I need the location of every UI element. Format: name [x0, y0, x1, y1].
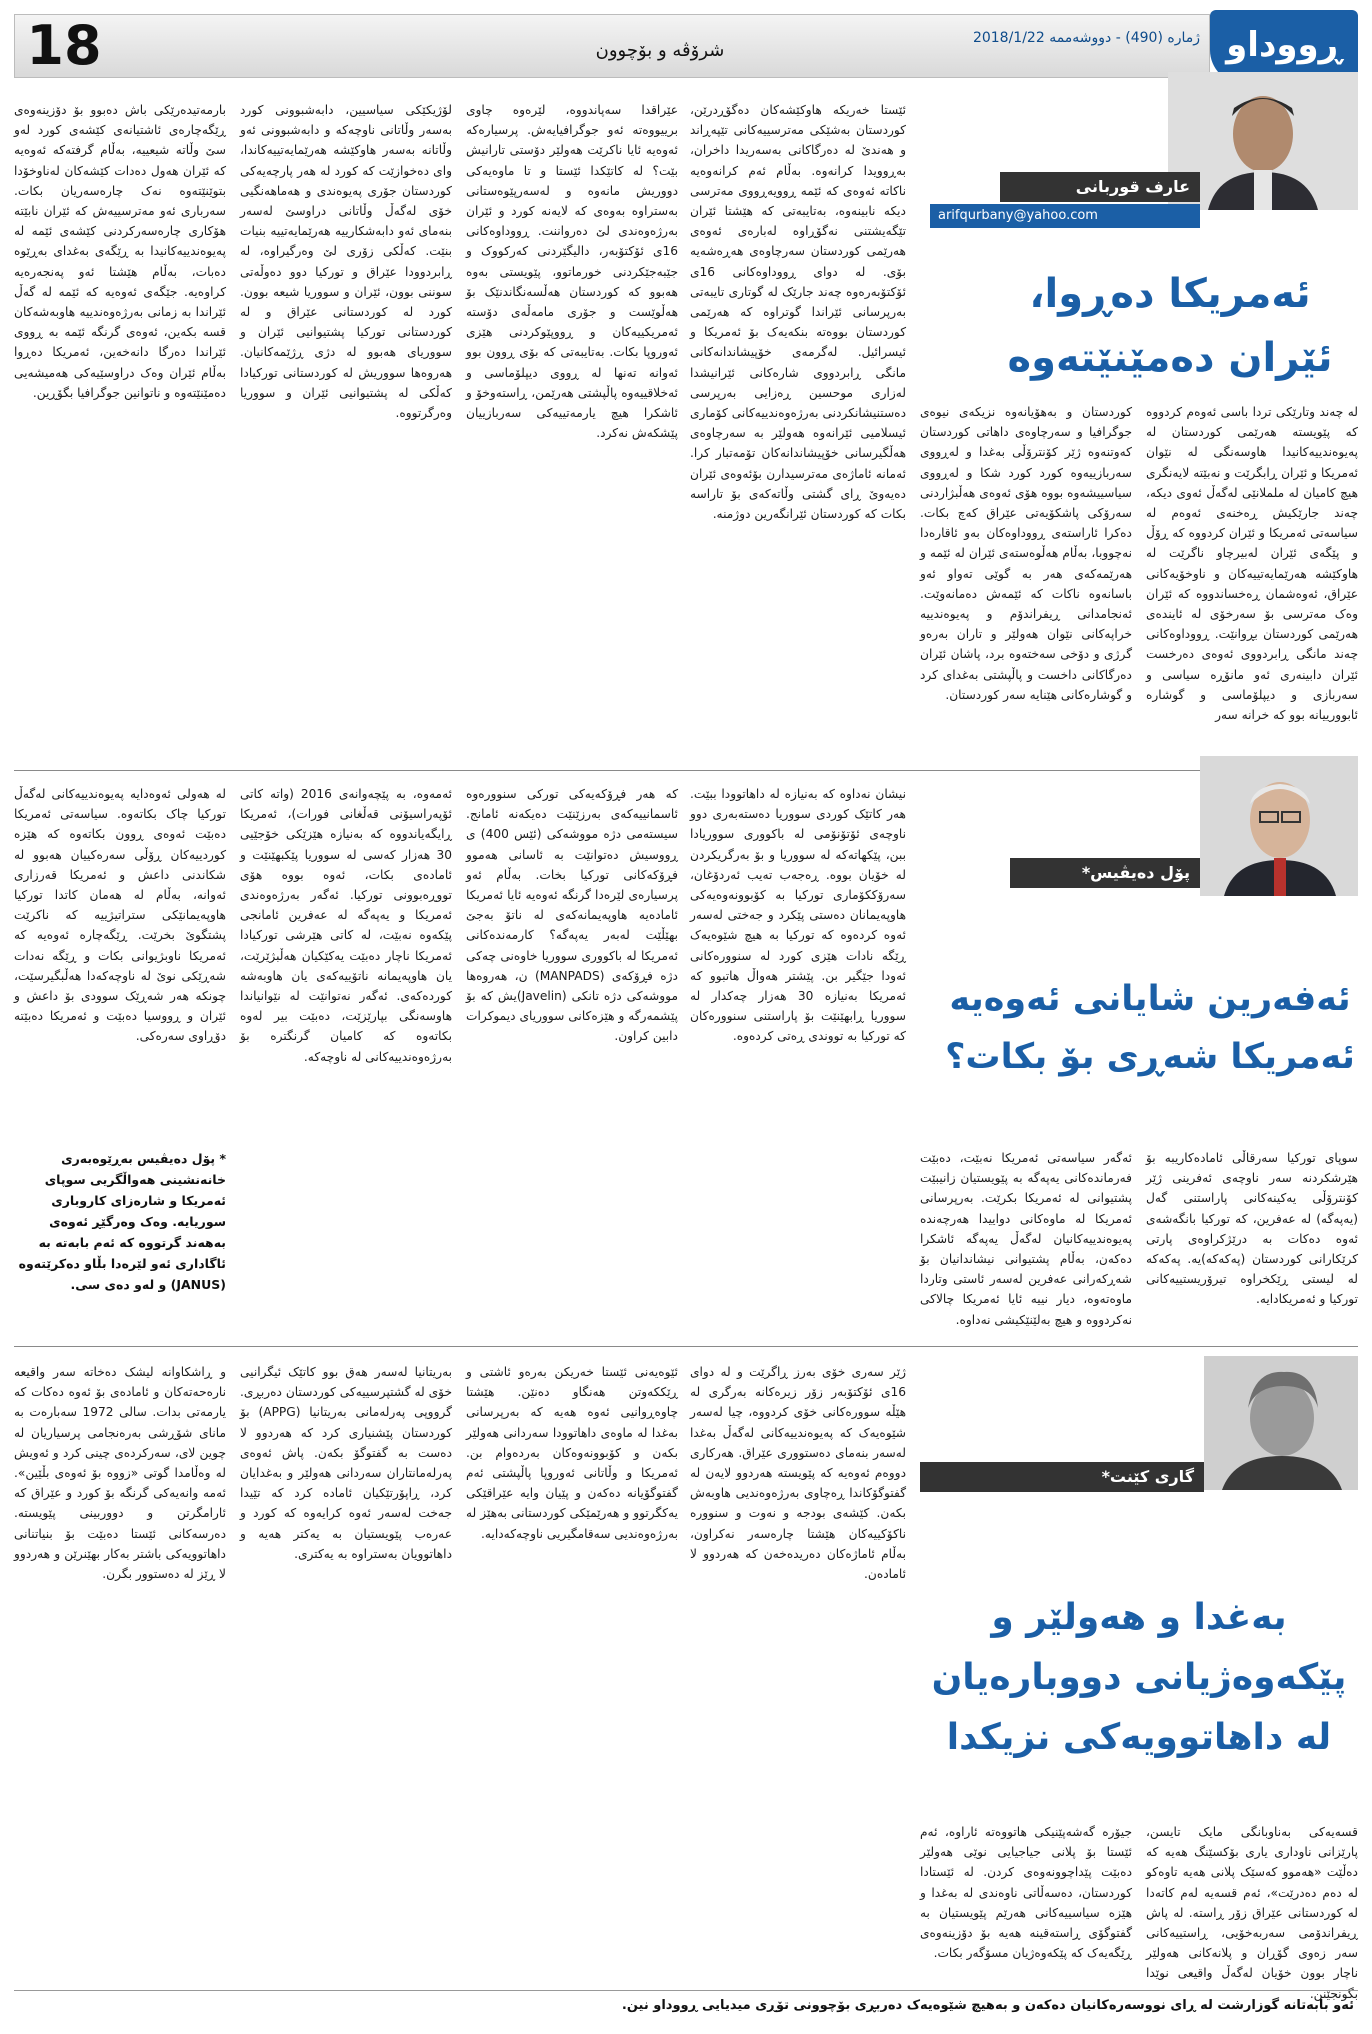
article-headline: ئەفەرین شایانی ئەوەیە ئەمریکا شەڕی بۆ بکات؟	[945, 979, 1355, 1077]
article-column: جیۆرە گەشەپێنیکی هاتووەتە ئاراوە، ئەم ئێستا بۆ پلانی جیاجیایی نوێی هەولێر دەبێت پێداچوونەوەی کردن. لە ئێستادا کوردستان، دەسەڵاتی ناوەندی لە بەغدا و هێزە سیاسییەکانی هەرێم پێویستیان بە گفتوگۆی ڕاستەقینە هەیە بۆ دۆزینەوەی ڕێگەیەک کە پێکەوەژیان مسۆگەر بکات.	[920, 1825, 1132, 1961]
author-note: * پۆل دەیڤیس بەڕێوەبەری خانەنشینی هەواڵگریی سوپای ئەمریکا و شارەزای کاروباری سوریایە. وەک وەرگێڕ ئەوەی بەهەند گرتووە کە ئەم بابەتە بە ئاگاداری ئەو لێرەدا بڵاو دەکرێتەوە (JANUS) و لەو دەی سی.	[18, 1151, 226, 1292]
section-divider	[14, 1346, 1358, 1347]
article-column: قسەیەکی بەناوبانگی مایک تایسن، پارێزانی ناوداری یاری بۆکسێنگ هەیە کە دەڵێت «هەموو کەسێک پلانی هەیە تاوەکو لە دەم دەدرێت»، ئەم قسەیە لەم کاتەدا لە کوردستانی عێراق زۆر ڕاستە. لە پاش ڕیفراندۆمی سەربەخۆیی، ڕاستییەکانی سەر زەوی گۆڕان و پلانەکانی هەولێر ناچار بوون خۆیان لەگەڵ واقیعی نوێدا بگونجێنن.	[1146, 1825, 1358, 2001]
page-header	[0, 0, 1372, 92]
article-column: بەریتانیا لەسەر هەق بوو کاتێک ئیگرانیی خۆی لە گشتپرسییەکی کوردستان دەربڕی. گرووپی پەرلەمانی بەریتانیا (APPG) بۆ کوردستان پێشنیاری کرد کە هەردوو لا دەست بە گفتوگۆ بکەن. پاش ئەوەی پەرلەمانتاران سەردانی هەولێر و بەغدایان کرد، ڕاپۆرتێکیان ئامادە کرد کە تێیدا جەخت لەسەر ئەوە کرایەوە کە کورد و عەرەب پێویستیان بە یەکتر هەیە و داهاتوویان بەستراوە بە یەکتری.	[240, 1365, 452, 1561]
author-name-bar: پۆل دەیڤیس*	[1010, 858, 1200, 888]
article-column: کە هەر فڕۆکەیەکی تورکی سنوورەوە ئاسمانییەکەی بەرزێنێت دەیکەنە ئامانج. سیستەمی دژە مووشەکی (ئێس 400) ی ڕووسیش دەتوانێت بە ئاسانی هەموو فڕۆکەکانی تورکیا بخات. بەڵام ئەو پرسیارەی لێرەدا گرنگە ئەوەیە ئایا ئەمریکا ئامادەیە هاوپەیمانەکەی لە ناتۆ بەجێ بهێڵێت لەبەر یەپەگە؟ کارمەندەکانی ئەمریکا لە باکووری سووریا خاوەنی چەکی دژە فڕۆکەی (MANPADS) ن، هەروەها مووشەکی دژە تانکی (Javelin)یش کە بۆ پێشمەرگە و هێزەکانی سووریای دیموکرات دابین کراون.	[466, 787, 678, 1044]
section-title: شرۆڤە و بۆچوون	[595, 40, 725, 61]
author-name-bar: عارف قوربانی	[1000, 172, 1200, 202]
article-column: لە چەند وتارێکی تردا باسی ئەوەم کردووە کە پێویستە هەرێمی کوردستان لە پەیوەندییەکانیدا هاوسەنگی لە نێوان ئەمریکا و ئێران ڕابگرێت و نەبێتە لایەنگری هیچ کامیان لە ململانێی لەگەڵ ئەوی دیکە، چەند جارێکیش ڕەخنەی ئەوەم لە سیاسەتی ئەمریکا و ئێران کردووە کە ڕۆڵ و پێگەی ئێران لەبیرچاو ناگرێت لە هاوکێشە هەرێمایەتییەکان و ناوخۆیەکانی عێراق، ئەوەشمان ڕەخساندووە کە ئێران وەک مەترسی بۆ سەرخۆی لە ئایندەی هەرێمی کوردستان بڕوانێت. ڕووداوەکانی چەند مانگی ڕابردووی ئەوەی دەرخست ئێران دابینەری ئەو مانۆڕە سیاسی و سەربازی و دیپلۆماسی و گوشارە ئابوورییانە بوو کە خرانە سەر	[1146, 405, 1358, 723]
author-email[interactable]: arifqurbany@yahoo.com	[930, 204, 1200, 228]
author-name-bar: گاری کێنت*	[920, 1462, 1204, 1492]
article-column: ئێستا خەریکە هاوکێشەکان دەگۆڕدرێن، کوردستان بەشێکی مەترسییەکانی تێپەڕاند و هەندێ لە دەرگاکانی بەسەریدا داخران، بەڕوویدا کرانەوە. بەڵام ئەم کرانەوەیە ناکاتە ئەوەی کە ئێمە ڕوویەڕووی مەترسی دیکە نابینەوە، بەتایبەتی کە هێشتا ئێران تێگەیشتنی نەگۆڕاوە لەبارەی ئەوەی هەرێمی کوردستان سەرچاوەی هەڕەشەیە بۆی. لە دوای ڕووداوەکانی 16ی ئۆکتۆبەرەوە چەند جارێک لە گوتاری تایبەتی بەرپرسانی ئێراندا گوتراوە کە هەرێمی کوردستان بووەتە بنکەیەک بۆ ئەمریکا و ئیسرائیل. لەگرمەی خۆپیشاندانەکانی مانگی ڕابردووی شارەکانی ئێرانیشدا لەزاری موحسین ڕەزایی بەرپرسی دەستنیشانکردنی بەرژەوەندییەکانی کۆماری ئیسلامیی ئێرانەوە هەولێر بە سەرچاوەی هەڵگیرسانی خۆپیشاندانەکان تۆمەتبار کرا. ئەمانە ئاماژەی مەترسیدارن بۆئەوەی ئێران دەیەوێ ڕای گشتی وڵاتەکەی بۆ تاراسە بکات کە کوردستان ئێرانگەرین دوژمنە.	[690, 103, 906, 522]
article-column: نیشان نەداوە کە بەنیازە لە داهاتوودا ببێت. هەر کاتێک کوردی سووریا دەستەبەری دوو ناوچەی ئۆتۆنۆمی لە باکووری سووریادا ببن، پێکهاتەکە لە سووریا و بۆ بەرگریکردن لە خۆیان بووە. ڕەجەب تەیب ئەردۆغان، سەرۆککۆماری تورکیا بە کۆبوونەوەیەکی هاوپەیمانان دەستی پێکرد و جەختی لەسەر ئەوە کردەوە کە تورکیا بە هیچ شێوەیەک ڕێگە نادات هێزی کورد لە سنوورەکانی ئەودا جێگیر بن. پێشتر هەواڵ هاتبوو کە ئەمریکا بەنیازە 30 هەزار چەکدار لە سووریا ڕابهێنێت بۆ پاراستنی سنوورەکان کە تورکیا بە تووندی ڕەتی کردەوە.	[690, 787, 906, 1044]
author-photo-gary	[1204, 1356, 1358, 1490]
article-column: ئێوەیەنی ئێستا خەریکن بەرەو ئاشتی و ڕێککەوتن هەنگاو دەنێن. هێشتا چاوەڕوانیی ئەوە هەیە کە بەرپرسانی بەغدا لە ماوەی داهاتوودا سەردانی هەولێر بکەن و کۆبوونەوەکان بەردەوام بن. ئەمریکا و وڵاتانی ئەوروپا پاڵپشتی ئەم گفتوگۆیانە دەکەن و پێیان وایە عێراقێکی یەکگرتوو و هەرێمێکی کوردستانی بەهێز لە بەرژەوەندیی سەقامگیریی ناوچەکەدایە.	[466, 1365, 678, 1541]
issue-info: ژمارە (490) - دووشەممە 2018/1/22	[972, 30, 1200, 46]
page-number: 18	[26, 14, 102, 77]
article-column: سوپای تورکیا سەرقاڵی ئامادەکاریبە بۆ هێرشکردنە سەر ناوچەی ئەفرینی ژێر کۆنترۆڵی یەکینەکانی پاراستنی گەل (یەپەگە) لە عەفرین، کە تورکیا بانگەشەی ئەوە دەکات بە درێژکراوەی پارتی کرێکارانی کوردستان (پەکەکە)یە. پەکەکە لە لیستی ڕێکخراوە تیرۆریستییەکانی تورکیا و ئەمریکادایە.	[1146, 1151, 1358, 1307]
portrait-illustration	[1204, 1356, 1358, 1490]
article-column: ئەمەوە، بە پێچەوانەی 2016 (واتە کاتی ئۆپەراسیۆنی قەڵغانی فورات)، ئەمریکا ڕایگەیاندووە کە بەنیازە هێزێکی خۆجێیی 30 هەزار کەسی لە سووریا پێکبهێنێت و ئامادەی بکات، ئەوە بووە هۆی تووڕەبوونی تورکیا. ئەگەر بەرژەوەندی ئەمریکا و یەپەگە لە عەفرین ئامانجی پێکەوە نەبێت، لە کاتی هێرشی تورکیادا ئەمریکا ناچار دەبێت یەکێکیان هەڵبژێرێت، یان هاوپەیمانە ناتۆییەکەی یان هاوبەشە کوردەکەی. ئەگەر نەتوانێت لە نێوانیاندا هاوسەنگی بپارێزێت، دەبێت بیر لەوە بکاتەوە کە کامیان گرنگترە بۆ بەرژەوەندییەکانی لە ناوچەکە.	[240, 787, 452, 1064]
article-column: عێراقدا سەپاندووە، لێرەوە چاوی برییووەتە ئەو جوگرافیایەش. پرسیارەکە ئەوەیە ئایا ناکرێت هەولێر دۆستی تارانیش بێت؟ لە کاتێکدا ئێستا و تا ماوەیەکی دووریش مانەوە و لەسەرپێوەستانی بەستراوە بەوەی کە لایەنە کورد و ئێران بەرژەوەندی لێ دەرواننت. ڕووداوەکانی 16ی ئۆکتۆبەر، دالیگێردنی کەرکووک و جێبەجێکردنی خورماتوو، پێویستی بەوە هەبوو کە کوردستان هەڵسەنگاندنێک بۆ هەڵوێست و جۆری مامەڵەی دۆستە ئەمریکییەکان و ڕووپێوکردنی هێزی ئەوروپا بکات. بەتایبەتی کە بۆی ڕوون بوو ئەوانە تەنها لە ڕووی دیپلۆماسی و ئەخلاقییەوە پاڵپشتی هەرێمن، ڕاستەوخۆ و ئاشکرا هیچ یارمەتییەکی سەربازییان پێشکەش نەکرد.	[466, 103, 678, 441]
article-headline: ئەمریکا دەڕوا، ئێران دەمێنێتەوە	[1007, 271, 1333, 381]
article-column: بارمەتیدەرێکی باش دەبوو بۆ دۆزینەوەی ڕێگەچارەی ئاشتیانەی کێشەی کورد لەو سێ وڵاتە شیعییە، بەڵام گرفتەکە ئەوەیە کە ئێران هەول دەدات کێشەکان لەناوخۆدا بتوێنێتەوە نەک چارەسەریان بکات. سەرباری ئەو مەترسییەش کە ئێران نابێتە هۆکاری چارەسەرکردنی کێشەی ئێمە لە پەیوەندییەکانیدا بە ڕێگەی بەغدای بەڕێوە دەبات، بەڵام هێشتا ئەو پەنجەرەیە کراوەیە. جێگەی ئەوەیە کە ئێمە لە گەڵ ئێراندا بە زمانی بەرژەوەندییە هاوبەشەکان قسە بکەین، ئەوەی گرنگە ئێمە بە ڕووی ئێراندا دەرگا دانەخەین، ئەمریکا دەڕوا بەڵام ئێران وەک دراوسێیەکی هەمیشەیی دەمێنێتەوە و ناتوانین جوگرافیا بگۆڕین.	[14, 103, 226, 400]
article-column: لۆژیکێکی سیاسیین، دابەشبوونی کورد بەسەر وڵاتانی ناوچەکە و دابەشبوونی ئەو وڵاتانە بەسەر هاوکێشە هەرێمایەتییەکاندا، وای دەخوازێت کە کورد لە هەر پارچەیەکی کوردستان جۆری پەیوەندی و هەماهەنگیی خۆی لەگەڵ وڵاتانی دراوسێ لەسەر بنەمای ئەو دابەشکارییە هەرێمایەتییە بنیات بنێت. کەڵکی زۆری لێ وەرگیراوە، لە ڕابردوودا عێراق و تورکیا دوو دەوڵەتی سوننی بوون، ئێران و سووریا شیعە بوون. کورد لە کوردستانی عێراق و لە کوردستانی تورکیا پشتیوانیی ئێران و سووریای هەبوو لە دژی ڕژێمەکانیان. هەروەها سووریش لە کوردستانی تورکیادا کەڵکی لە پشتیوانیی ئێران و سووریا وەرگرتووە.	[240, 103, 452, 421]
article-headline: بەغدا و هەولێر و پێکەوەژیانی دووبارەیان لە داهاتوویەکی نزیکدا	[931, 1597, 1347, 1758]
article-column: و ڕاشکاوانە لیشک دەخاتە سەر واقیعە نارەحەتەکان و ئامادەی بۆ ئەوە دەکات کە یارمەتی بدات. سالی 1972 سەبارەت بە مانای شۆڕشی بەرەنجامی پرسیاریان لە چوین لای، سەرکردەی چینی کرد و ئەویش لە وەڵامدا گوتی «زووە بۆ ئەوەی بڵێین». ئەمە وانەیەکی گرنگە بۆ کورد و عێراق کە ئارامگرتن و دووربینی پێویستە. دەرسەکانی ئێستا دەبێت بۆ بنیاتنانی داهاتوویەکی باشتر بەکار بهێنرێن و هەردوو لا ڕێز لە دەستوور بگرن.	[14, 1365, 226, 1582]
section-divider	[14, 770, 1358, 771]
logo-text: ڕووداو	[1226, 25, 1342, 65]
article-column: لە هەولی ئەوەدایە پەیوەندییەکانی لەگەڵ تورکیا چاک بکاتەوە. سیاسەتی ئەمریکا دەبێت ئەوەی ڕوون بکاتەوە کە هێزە کوردییەکان ڕۆڵی سەرەکییان هەبوو لە شکاندنی داعش و ئەمریکا قەرزاری ئەوانە، بەڵام لە هەمان کاتدا تورکیا هاوپەیمانێکی ستراتیژییە کە ناکرێت پشتگوێ بخرێت. ڕێگەچارە ئەوەیە کە ئەمریکا ناوبژیوانی بکات و ڕێگە نەدات شەڕێکی نوێ لە ناوچەکەدا هەڵبگیرسێت، چونکە هەر شەڕێک سوودی بۆ داعش و ئێران و ڕووسیا دەبێت و ئەمریکا دەبێتە دۆڕاوی سەرەکی.	[14, 787, 226, 1044]
page-footer-disclaimer: ئەو بابەتانە گوزارشت لە ڕای نووسەرەکانیان دەکەن و بەهیچ شێوەیەک دەربڕی بۆچوونی تۆڕی میدیایی ڕووداو نین.	[14, 1990, 1358, 2020]
portrait-illustration	[1200, 756, 1358, 896]
article-column: ئەگەر سیاسەتی ئەمریکا نەبێت، دەبێت فەرماندەکانی یەپەگە بە پێویستیان زانیبێت پشتیوانی لە ئەمریکا بکرێت. بەرپرسانی ئەمریکا لە ماوەکانی دواییدا هەرچەندە پەیوەندییەکانیان لەگەڵ یەپەگە ئاشکرا دەکەن، بەڵام پشتیوانی نیشاندانیان بۆ شەڕکەرانی عەفرین لەسەر ئاستی وتاردا ماوەتەوە، دیار نییە ئایا ئەمریکا چالاکی نەکردووە و هیچ بەلێنێکیشی نەداوە.	[920, 1151, 1132, 1327]
article-column: ژێر سەری خۆی بەرز ڕاگرێت و لە دوای 16ی ئۆکتۆبەر زۆر زیرەکانە بەرگری لە هێڵە سوورەکانی خۆی کردووە، چیا لەسەر شێوەیەک کە پەیوەندییەکانی لەگەڵ بەغدا لەسەر بنەمای دەستووری عێراق. هەرکاری دووەم ئەوەیە کە پێویستە هەردوو لایەن لە گفتوگۆکاندا ڕەچاوی بەرژەوەندیی هاوبەش بکەن. کێشەی بودجە و نەوت و سنوورە ناکۆکییەکان هێشتا چارەسەر نەکراون، بەڵام ئاماژەکان دەریدەخەن کە هەردوو لا ئامادەن.	[690, 1365, 906, 1582]
author-photo-paul	[1200, 756, 1358, 896]
article-column: کوردستان و بەهۆیانەوە نزیکەی نیوەی جوگرافیا و سەرچاوەی داهاتی کوردستان کەوتنەوە ژێر کۆنترۆڵی بەغدا و لەڕووی سەربازییەوە کورد کورد شکا و لەڕووی سیاسییشەوە بووە هۆی ئەوەی هەڵبژاردنی سەرۆکی پاشکۆیەتی عێراق کەچ بکات. دەکرا ئاراستەی ڕووداوەکان بەو ئاقارەدا نەچووبا، بەڵام هەڵوەستەی ئێران لە ئێمە و هەرێمەکەی هەر بە گوێی تەواو ئەو باسانەوە ناکات کە ئێمەش دەمانەوێت. ئەنجامدانی ڕیفراندۆم و پەیوەندییە خراپەکانی نێوان هەولێر و تاران بەرەو گرژی و دۆخی سەختەوە برد، پاشان ئێران دەرگاکانی داخست و پاڵپشتی بەغدای کرد و گوشارەکانی هێنایە سەر کوردستان.	[920, 405, 1132, 702]
